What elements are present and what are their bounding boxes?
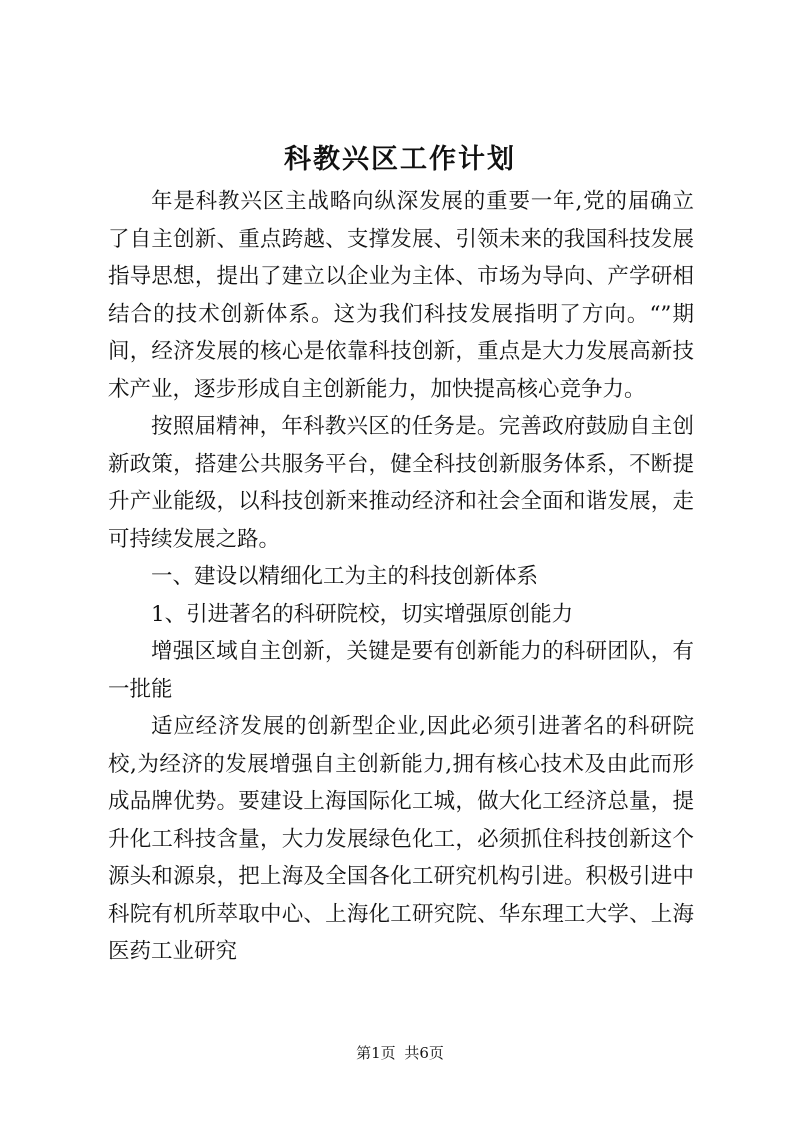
section-heading: 一、建设以精细化工为主的科技创新体系	[151, 564, 539, 589]
document-body	[108, 183, 694, 971]
paragraph-tasks: 按照届精神，年科教兴区的任务是。完善政府鼓励自主创新政策，搭建公共服务平台，健全科技创新服务体系，不断提升产业能级，以科技创新来推动经济和社会全面和谐发展，走可持续发展之路。	[108, 414, 694, 552]
paragraph-adapt: 适应经济发展的创新型企业,因此必须引进著名的科研院校,为经济的发展增强自主创新能力,拥有核心技术及由此而形成品牌优势。要建设上海国际化工城，做大化工经济总量，提升化工科技含量，大力发展绿色化工，必须抓住科技创新这个源头和源泉，把上海及全国各化工研究机构引进。积极引进中科院有机所萃取中心、上海化工研究院、华东理工大学、上海医药工业研究	[108, 714, 694, 964]
document-title: 科教兴区工作计划	[284, 144, 516, 175]
page-total: 共6页	[404, 1044, 444, 1062]
page-footer	[0, 1043, 800, 1063]
paragraph-innovation: 增强区域自主创新，关键是要有创新能力的科研团队，有一批能	[108, 639, 694, 702]
page-number: 第1页	[356, 1044, 396, 1062]
paragraph-intro: 年是科教兴区主战略向纵深发展的重要一年,党的届确立了自主创新、重点跨越、支撑发展、引领未来的我国科技发展指导思想，提出了建立以企业为主体、市场为导向、产学研相结合的技术创新体系。这为我们科技发展指明了方向。“”期间，经济发展的核心是依靠科技创新，重点是大力发展高新技术产业，逐步形成自主创新能力，加快提高核心竞争力。	[108, 189, 694, 402]
subsection-heading: 1、引进著名的科研院校，切实增强原创能力	[151, 601, 574, 627]
